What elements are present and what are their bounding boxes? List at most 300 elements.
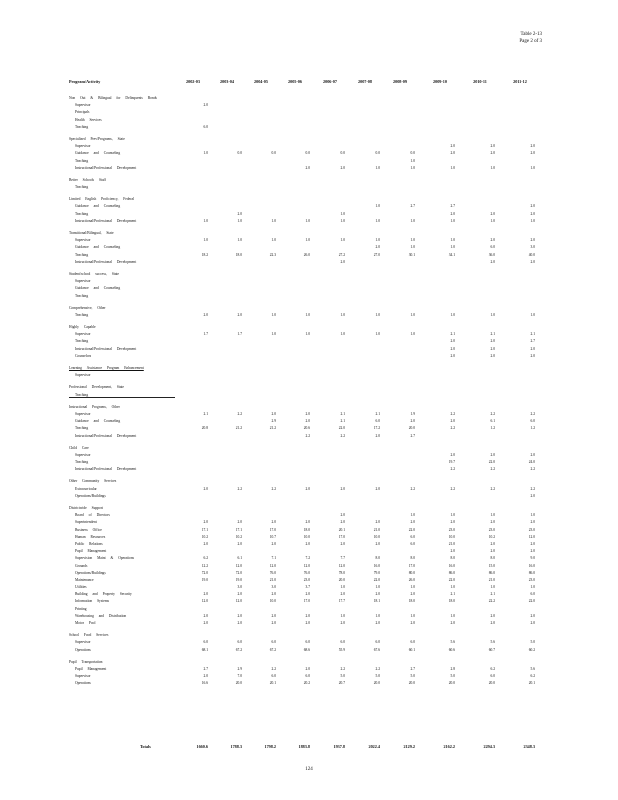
row-label: Building and Property Security	[75, 592, 132, 597]
table-cell: 1.0	[340, 238, 345, 243]
section-heading-row	[0, 445, 618, 452]
table-cell: 2.0	[450, 621, 455, 625]
table-cell: 2.1	[203, 411, 208, 416]
table-cell: 2.1	[530, 332, 535, 337]
table-cell: 17.2	[373, 426, 380, 431]
row-label: Business Office	[75, 527, 102, 532]
table-cell: 2.0	[450, 452, 455, 457]
table-cell: 76.0	[303, 570, 310, 575]
table-cell: 2.7	[203, 666, 208, 671]
table-cell: 1.7	[237, 332, 242, 337]
table-cell: 0.0	[305, 151, 310, 156]
table-cell: 10.2	[201, 534, 208, 539]
table-cell: 5.6	[490, 640, 495, 645]
table-cell: 2.0	[530, 151, 535, 156]
table-cell: 2.7	[530, 339, 535, 344]
table-cell: 12.0	[235, 599, 242, 604]
year-column-header: 2010-11	[473, 79, 487, 84]
row-label: Board of Directors	[75, 513, 110, 518]
table-cell: 2.7	[410, 204, 415, 209]
table-cell: 1.0	[490, 165, 495, 170]
table-cell: 2.0	[450, 144, 455, 149]
table-cell: 36.0	[488, 252, 495, 257]
table-cell: 21.0	[373, 527, 380, 532]
table-row	[0, 425, 618, 432]
section-heading-row	[0, 384, 618, 391]
table-cell: 40.0	[528, 252, 535, 257]
section-heading-row	[0, 324, 618, 331]
table-cell: 6.0	[530, 592, 535, 597]
table-cell: 2.7	[450, 204, 455, 209]
table-cell: 2.0	[450, 211, 455, 216]
row-label: Teaching	[75, 339, 89, 344]
table-cell: 2.0	[305, 419, 310, 424]
table-cell: 2.0	[237, 312, 242, 317]
row-label: Instructional/Professional Development	[75, 346, 137, 351]
table-cell: 1.0	[375, 238, 380, 243]
table-cell: 1.0	[375, 613, 380, 618]
table-cell: 2.0	[203, 613, 208, 618]
table-row	[0, 165, 618, 172]
table-cell: 2.2	[237, 411, 242, 416]
table-cell: 26.0	[408, 577, 415, 582]
table-row	[0, 158, 618, 165]
table-cell: 2.0	[271, 613, 276, 618]
table-cell: 20.0	[408, 681, 415, 686]
table-cell: 1.0	[450, 165, 455, 170]
table-cell: 1.0	[450, 613, 455, 618]
total-cell: 2348.3	[523, 744, 535, 749]
table-cell: 2.0	[450, 339, 455, 344]
table-cell: 3.0	[530, 245, 535, 250]
table-cell: 2.8	[450, 666, 455, 671]
table-cell: 67.2	[235, 647, 242, 652]
table-row	[0, 541, 618, 548]
table-cell: 10.0	[373, 534, 380, 539]
row-label: Better Schools Staff	[69, 177, 106, 182]
table-cell: 2.0	[203, 541, 208, 546]
table-cell: 1.0	[490, 312, 495, 317]
table-cell: 10.0	[303, 534, 310, 539]
table-cell: 5.0	[450, 674, 455, 679]
table-row	[0, 534, 618, 541]
table-row	[0, 639, 618, 646]
underline-rule	[69, 397, 175, 398]
table-cell: 6.0	[237, 640, 242, 645]
table-cell: 1.0	[410, 165, 415, 170]
table-cell: 2.0	[375, 486, 380, 491]
row-label: Instructional/Professional Development	[75, 218, 137, 223]
table-cell: 1.2	[530, 426, 535, 431]
table-row	[0, 466, 618, 473]
table-cell: 23.0	[528, 527, 535, 532]
table-cell: 2.0	[340, 165, 345, 170]
table-cell: 6.0	[305, 674, 310, 679]
table-cell: 1.0	[305, 218, 310, 223]
table-cell: 2.0	[203, 486, 208, 491]
table-cell: 2.2	[450, 426, 455, 431]
table-cell: 27.0	[373, 252, 380, 257]
table-cell: 2.0	[340, 592, 345, 597]
table-cell: 2.2	[271, 666, 276, 671]
table-cell: 6.0	[375, 419, 380, 424]
total-cell: 1798.2	[264, 744, 276, 749]
table-cell: 2.0	[203, 103, 208, 108]
table-cell: 2.0	[410, 520, 415, 525]
table-cell: 22.0	[408, 527, 415, 532]
table-cell: 5.6	[450, 640, 455, 645]
table-cell: 1.0	[490, 513, 495, 518]
table-cell: 1.0	[305, 238, 310, 243]
table-cell: 2.1	[340, 411, 345, 416]
table-row	[0, 577, 618, 584]
table-cell: 20.7	[338, 681, 345, 686]
table-cell: 2.0	[305, 613, 310, 618]
table-row	[0, 353, 618, 360]
table-cell: 2.0	[450, 419, 455, 424]
table-cell: 1.0	[530, 312, 535, 317]
row-label: Operations/Buildings	[75, 493, 106, 498]
table-cell: 5.6	[530, 666, 535, 671]
table-cell: 1.0	[271, 238, 276, 243]
row-label: Information Systems	[75, 599, 110, 604]
table-row	[0, 203, 618, 210]
table-cell: 20.2	[303, 681, 310, 686]
row-label: Supervisor	[75, 411, 91, 416]
table-cell: 2.2	[530, 486, 535, 491]
row-label: Operations/Buildings	[75, 570, 106, 575]
table-cell: 1.0	[530, 585, 535, 590]
table-row	[0, 452, 618, 459]
table-row	[0, 237, 618, 244]
table-cell: 10.0	[448, 534, 455, 539]
table-cell: 1.0	[410, 585, 415, 590]
table-row	[0, 184, 618, 191]
table-cell: 17.1	[235, 527, 242, 532]
totals-label: Totals	[140, 744, 151, 749]
table-cell: 22.0	[373, 577, 380, 582]
table-cell: 2.0	[375, 520, 380, 525]
table-row	[0, 372, 618, 379]
table-row	[0, 338, 618, 345]
row-label: Instructional Programs, Other	[69, 404, 120, 409]
row-label: Supervision Maint & Operations	[75, 556, 135, 561]
table-row	[0, 259, 618, 266]
section-heading-row	[0, 136, 618, 143]
table-cell: 1.0	[410, 332, 415, 337]
table-cell: 23.0	[303, 577, 310, 582]
row-label: Supervisor	[75, 144, 91, 149]
section-heading-row	[0, 177, 618, 184]
table-cell: 1.0	[530, 513, 535, 518]
table-cell: 5.0	[340, 674, 345, 679]
table-cell: 60.2	[528, 647, 535, 652]
table-cell: 1.0	[410, 513, 415, 518]
table-cell: 23.0	[488, 527, 495, 532]
total-cell: 2129.2	[403, 744, 415, 749]
table-cell: 10.2	[235, 534, 242, 539]
table-cell: 17.0	[303, 599, 310, 604]
table-row	[0, 673, 618, 680]
row-label: Human Resources	[75, 534, 106, 539]
year-column-header: 2002-03	[186, 79, 200, 84]
table-row	[0, 666, 618, 673]
table-cell: 17.1	[201, 527, 208, 532]
table-cell: 2.1	[375, 411, 380, 416]
table-row	[0, 680, 618, 687]
table-cell: 2.0	[340, 541, 345, 546]
table-cell: 1.0	[410, 312, 415, 317]
table-cell: 19.0	[235, 577, 242, 582]
row-label: Guidance and Counseling	[75, 419, 121, 424]
table-reference: Table 2-13	[520, 32, 542, 37]
table-cell: 2.0	[410, 419, 415, 424]
table-cell: 2.1	[490, 592, 495, 597]
table-cell: 6.0	[340, 640, 345, 645]
table-row	[0, 143, 618, 150]
table-cell: 6.0	[530, 419, 535, 424]
table-row	[0, 512, 618, 519]
table-cell: 21.0	[488, 577, 495, 582]
table-cell: 60.1	[408, 647, 415, 652]
table-cell: 2.0	[237, 592, 242, 597]
table-cell: 2.2	[340, 666, 345, 671]
table-cell: 2.0	[490, 520, 495, 525]
table-cell: 1.0	[530, 165, 535, 170]
row-label: Grounds	[75, 563, 88, 568]
table-cell: 2.0	[530, 493, 535, 498]
table-cell: 2.0	[530, 259, 535, 264]
table-cell: 1.0	[203, 151, 208, 156]
row-label: Teaching	[75, 158, 89, 163]
section-heading-row	[0, 365, 618, 372]
table-cell: 2.0	[237, 613, 242, 618]
table-cell: 2.0	[340, 486, 345, 491]
total-cell: 1883.8	[298, 744, 310, 749]
table-cell: 2.0	[237, 520, 242, 525]
table-row	[0, 570, 618, 577]
row-label: Pupil Transportation	[69, 659, 103, 664]
table-cell: 27.2	[338, 252, 345, 257]
row-label: Learning Assistance Program Enhancement	[69, 366, 144, 370]
table-cell: 17.0	[269, 527, 276, 532]
table-cell: 2.2	[450, 467, 455, 472]
table-row	[0, 285, 618, 292]
table-cell: 1.0	[450, 513, 455, 518]
row-label: Districtwide Support	[69, 506, 104, 510]
table-cell: 6.2	[530, 674, 535, 679]
table-cell: 26.0	[303, 252, 310, 257]
row-label: Other Community Services	[69, 479, 117, 484]
table-cell: 8.0	[410, 556, 415, 561]
row-label: Guidance and Counseling	[75, 286, 121, 291]
table-cell: 23.0	[528, 577, 535, 582]
table-cell: 2.0	[490, 144, 495, 149]
table-cell: 5.0	[410, 674, 415, 679]
table-cell: 2.0	[305, 541, 310, 546]
table-cell: 1.0	[410, 158, 415, 163]
table-row	[0, 331, 618, 338]
table-cell: 18.0	[408, 599, 415, 604]
row-label: Health Services	[75, 117, 102, 122]
table-cell: 6.0	[305, 640, 310, 645]
table-cell: 10.7	[269, 534, 276, 539]
row-label: Guidance and Counseling	[75, 204, 121, 209]
row-label: Limited English Proficiency, Federal	[69, 197, 135, 202]
row-label: Superintendent	[75, 520, 97, 525]
table-cell: 19.7	[448, 460, 455, 465]
table-cell: 6.1	[237, 556, 242, 561]
table-cell: 2.0	[530, 541, 535, 546]
table-cell: 34.1	[448, 252, 455, 257]
table-cell: 2.0	[203, 312, 208, 317]
section-heading-row	[0, 271, 618, 278]
table-cell: 3.0	[271, 585, 276, 590]
year-column-header: 2008-09	[393, 79, 407, 84]
table-cell: 67.2	[269, 647, 276, 652]
row-label: Warehousing and Distribution	[75, 613, 127, 618]
section-heading-row	[0, 305, 618, 312]
row-label: Supervisor	[75, 279, 91, 284]
table-cell: 22.3	[269, 252, 276, 257]
table-cell: 2.0	[271, 520, 276, 525]
row-label: School Food Services	[69, 633, 109, 638]
row-label: Teaching	[75, 426, 89, 431]
column-header-row	[0, 79, 618, 87]
table-cell: 6.2	[203, 556, 208, 561]
year-column-header: 2006-07	[323, 79, 337, 84]
table-cell: 2.0	[490, 353, 495, 358]
table-cell: 86.0	[488, 570, 495, 575]
table-cell: 2.0	[410, 621, 415, 625]
table-row	[0, 117, 618, 124]
table-cell: 1.0	[340, 585, 345, 590]
table-cell: 6.0	[490, 674, 495, 679]
table-cell: 12.2	[201, 563, 208, 568]
table-cell: 6.2	[490, 666, 495, 671]
table-cell: 18.0	[235, 252, 242, 257]
row-label: Teaching	[75, 460, 89, 465]
section-heading-row	[0, 632, 618, 639]
row-label: Instructional/Professional Development	[75, 433, 137, 438]
table-cell: 6.0	[490, 245, 495, 250]
row-label: Student/school success, State	[69, 271, 120, 276]
table-cell: 30.1	[408, 252, 415, 257]
row-label: Operations	[75, 647, 91, 652]
table-cell: 5.0	[530, 640, 535, 645]
table-row	[0, 584, 618, 591]
table-cell: 16.0	[373, 563, 380, 568]
table-cell: 2.0	[305, 486, 310, 491]
table-cell: 1.0	[305, 312, 310, 317]
table-cell: 19.0	[201, 577, 208, 582]
table-cell: 1.0	[410, 613, 415, 618]
row-label: Transitional/Bilingual, State	[69, 231, 114, 235]
table-row	[0, 418, 618, 425]
row-label: Operations	[75, 681, 91, 686]
table-cell: 17.0	[338, 534, 345, 539]
section-heading-row	[0, 230, 618, 237]
table-cell: 2.0	[203, 674, 208, 679]
page-number: 124	[305, 767, 313, 772]
table-cell: 2.0	[490, 211, 495, 216]
table-cell: 2.0	[530, 238, 535, 243]
row-label: Teaching	[75, 211, 89, 216]
table-cell: 1.0	[340, 332, 345, 337]
table-cell: 1.0	[203, 218, 208, 223]
table-cell: 0.0	[340, 151, 345, 156]
table-cell: 8.0	[450, 556, 455, 561]
table-cell: 2.2	[305, 433, 310, 438]
table-cell: 20.8	[201, 426, 208, 431]
total-cell: 1937.8	[333, 744, 345, 749]
table-cell: 2.1	[450, 592, 455, 597]
table-cell: 2.0	[375, 245, 380, 250]
table-cell: 6.0	[271, 674, 276, 679]
row-label: Supervisor	[75, 452, 91, 457]
table-cell: 2.0	[237, 211, 242, 216]
table-cell: 2.0	[203, 520, 208, 525]
program-column-header: Program/Activity	[69, 79, 101, 84]
year-column-header: 2004-05	[254, 79, 268, 84]
table-cell: 2.0	[340, 513, 345, 518]
year-column-header: 2011-12	[513, 79, 527, 84]
table-cell: 1.2	[490, 426, 495, 431]
table-cell: 0.0	[237, 151, 242, 156]
table-cell: 2.0	[490, 238, 495, 243]
table-cell: 6.0	[203, 124, 208, 129]
row-label: Child Care	[69, 445, 89, 450]
row-label: Instructional/Professional Development	[75, 467, 137, 472]
row-label: Non Out & Bilingual for Delinquents Bonds	[69, 96, 157, 100]
table-row	[0, 244, 618, 251]
table-cell: 2.9	[271, 419, 276, 424]
table-cell: 20.1	[338, 527, 345, 532]
table-cell: 22.0	[448, 577, 455, 582]
table-cell: 1.0	[203, 238, 208, 243]
table-cell: 1.0	[375, 332, 380, 337]
row-label: Supervisor	[75, 332, 91, 337]
table-cell: 1.0	[375, 204, 380, 209]
table-cell: 2.0	[203, 621, 208, 625]
table-row	[0, 150, 618, 157]
table-cell: 16.0	[528, 563, 535, 568]
table-cell: 2.2	[530, 411, 535, 416]
staffing-table	[0, 95, 618, 688]
table-cell: 1.0	[375, 218, 380, 223]
table-cell: 2.0	[490, 259, 495, 264]
table-cell: 2.0	[450, 353, 455, 358]
table-cell: 80.0	[408, 570, 415, 575]
table-row	[0, 613, 618, 620]
page-of-reference: Page 2 of 3	[519, 39, 542, 44]
table-cell: 1.0	[450, 245, 455, 250]
table-cell: 22.0	[528, 599, 535, 604]
table-cell: 20.6	[303, 426, 310, 431]
table-row	[0, 606, 618, 613]
row-label: Supervisor	[75, 103, 91, 108]
table-cell: 2.7	[410, 433, 415, 438]
row-label: Pupil Management	[75, 666, 107, 671]
row-label: Instructional/Professional Development	[75, 259, 137, 264]
table-row	[0, 519, 618, 526]
table-cell: 2.2	[530, 467, 535, 472]
row-label: Printing	[75, 606, 87, 611]
row-label: Teaching	[75, 312, 89, 317]
table-cell: 12.0	[528, 534, 535, 539]
table-row	[0, 620, 618, 627]
total-cell: 1788.3	[230, 744, 242, 749]
